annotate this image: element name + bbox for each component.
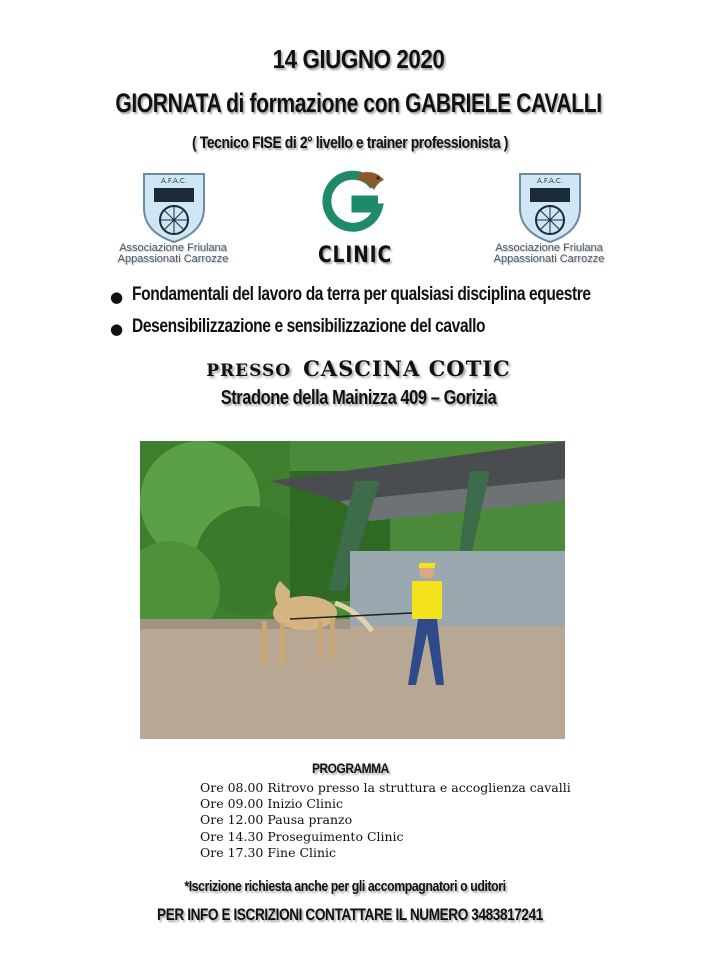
schedule-item: Ore 14.30 Proseguimento Clinic xyxy=(200,828,404,844)
event-date: 14 GIUGNO 2020 xyxy=(272,44,445,74)
schedule-item: Ore 09.00 Inizio Clinic xyxy=(200,796,344,812)
venue-prefix: PRESSO xyxy=(206,361,292,381)
schedule-item: Ore 12.00 Pausa pranzo xyxy=(200,812,353,828)
topics-list xyxy=(110,284,670,348)
program-title: PROGRAMMA xyxy=(312,760,389,776)
afac-shield-icon xyxy=(140,170,208,244)
afac-abbr: A.F.A.C. xyxy=(160,177,188,185)
bullet-icon: ● xyxy=(110,320,124,338)
afac-name-right: Associazione Friulana Appassionati Carrozze xyxy=(493,242,605,265)
program-schedule xyxy=(200,780,620,861)
venue-name: CASCINA COTIC xyxy=(303,356,511,381)
topic-item: ● Desensibilizzazione e sensibilizzazione del cavallo xyxy=(110,316,486,338)
clinic-label: CLINIC xyxy=(317,243,393,268)
afac-shield-icon xyxy=(516,170,584,244)
event-headline: GIORNATA di formazione con GABRIELE CAVALLI xyxy=(115,88,602,118)
topic-item: ● Fondamentali del lavoro da terra per qualsiasi disciplina equestre xyxy=(110,284,591,306)
afac-logo-right xyxy=(484,170,614,270)
schedule-item: Ore 17.30 Fine Clinic xyxy=(200,844,337,860)
schedule-item: Ore 08.00 Ritrovo presso la struttura e accoglienza cavalli xyxy=(200,780,571,795)
g-horse-logo-icon xyxy=(318,168,388,232)
afac-name-left: Associazione Friulana Appassionati Carrozze xyxy=(117,242,229,265)
contact-info: PER INFO E ISCRIZIONI CONTATTARE IL NUMERO 3483817241 xyxy=(157,905,543,924)
afac-abbr: A.F.A.C. xyxy=(536,177,564,185)
afac-logo-left xyxy=(108,170,238,270)
trainer-subtitle: ( Tecnico FISE di 2° livello e trainer professionista ) xyxy=(192,133,508,152)
venue-line xyxy=(0,356,717,381)
bullet-icon: ● xyxy=(110,288,124,306)
venue-address: Stradone della Mainizza 409 – Gorizia xyxy=(220,387,497,409)
horse-training-photo xyxy=(140,441,565,739)
registration-note: *Iscrizione richiesta anche per gli accompagnatori o uditori xyxy=(184,878,506,895)
